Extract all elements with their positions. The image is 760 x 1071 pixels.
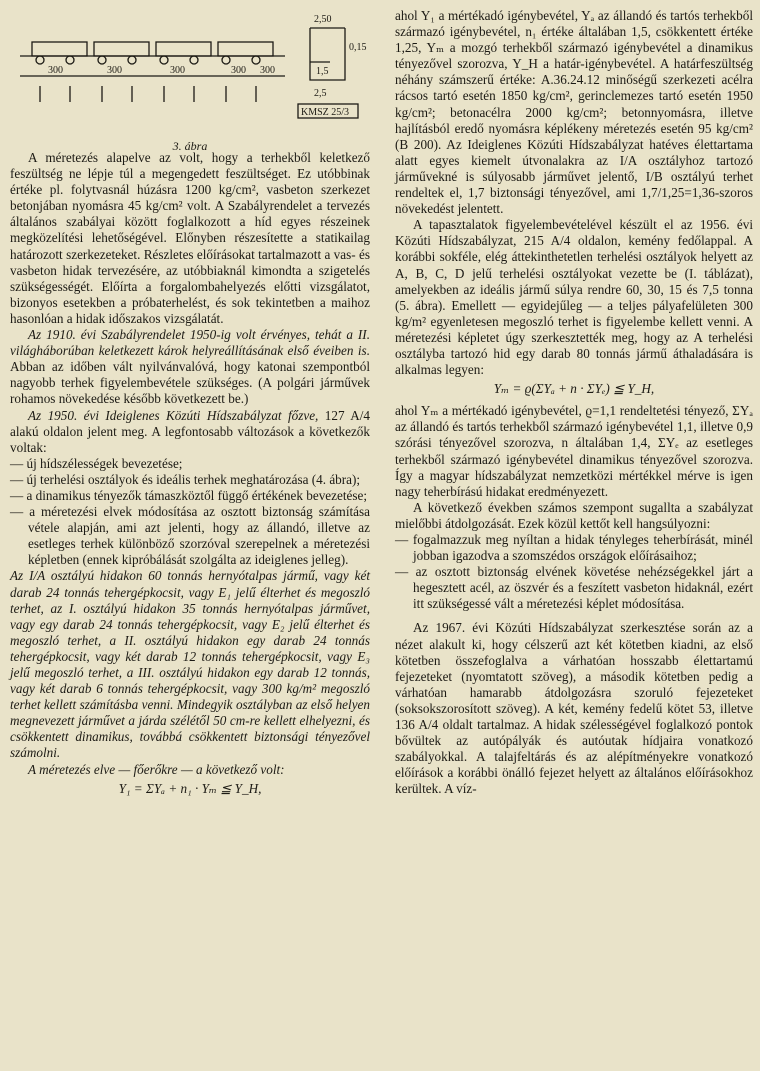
span-label: 300 — [48, 65, 63, 76]
list-item: — fogalmazzuk meg nyíltan a hidak tényleges teherbírását, minél jobban igazodva a szomszédos országok előírásaihoz; — [395, 532, 753, 564]
dim-top: 2,50 — [314, 14, 332, 25]
formula: Y₁ = ΣYₐ + n₁ · Yₘ ≦ Y_H, — [118, 780, 262, 796]
paragraph: A méretezés alapelve az volt, hogy a terhekből keletkező feszültség ne lépje túl a megengedett feszültséget. Ez utóbbinak értéke pl. folytvasnál húzásra 1200 kg/cm², vasbeton szerkezet betonjában nyomásra 45 kg/cm² volt. A Szabályrendelet a tervezés általános szabályai között foglalkozott a híd egyes részeinek megközelítési lehetőségével. Előnyben részesítette a statikailag határozott szerkezeteket. Részletes előírásokat tartalmazott a vas- és vasbeton hidak tervezésére, az utóbbiaknál kimondta a szigetelés szükségességét. Előírta a forgalombahelyezés előtti vizsgálatot, bizonyos esetekben a próbaterhelést, és sok tekintetben a maihoz hasonlóan a hidak időszakos vizsgálatát. — [10, 150, 370, 326]
paragraph: Az 1967. évi Közúti Hídszabályzat szerkesztése során az a nézet alakult ki, hogy célszerű azt két kötetben kiadni, az első kötetben összefoglalva a várhatóan hosszabb élettartamú fejezeteket (nyomtatott szöveg), a második kötetben pedig a várhatóan hamarabb átdolgozásra szoruló fejezeteket (soksokszorosított szöveg). A két, kemény fedelű kötet 53, illetve 136 A/4 oldalt tartalmaz. A hidak szélességével foglalkozó pontok bővültek az autópályák és autóutak hídjaira vonatkozó szabályokkal. A talajfeltárás és az alépítményekre vonatkozó előírások a korábbi önálló fejezet helyett az általános előírásokhoz kerültek. A víz- — [395, 620, 753, 797]
dim-bottom: 2,5 — [314, 88, 327, 99]
span-label: 300 — [231, 65, 246, 76]
list-item: — az osztott biztonság elvének követése nehézségekkel járt a hegesztett acél, az öszvér és a feszített vasbeton hidaknál, ezért itt szükségessé vált a méretezési képlet módosítása. — [395, 564, 753, 612]
figure-3 — [10, 0, 370, 154]
load-diagram — [10, 0, 370, 130]
span-label: 300 — [170, 65, 185, 76]
paragraph: A következő években számos szempont sugallta a szabályzat mielőbbi átdolgozását. Ezek közül kettőt kell hangsúlyozni: — [395, 499, 753, 531]
change-list — [10, 456, 370, 569]
emphasis-list — [395, 532, 753, 612]
span-label: 300 — [260, 65, 275, 76]
figure-caption: 3. ábra — [172, 139, 208, 154]
span-label: 300 — [107, 65, 122, 76]
paragraph: Az 1950. évi Ideiglenes Közúti Hídszabályzat főzve, 127 A/4 alakú oldalon jelent meg. A legfontosabb változások a következők voltak: — [10, 407, 370, 455]
list-item: — új terhelési osztályok és ideális terhek meghatározása (4. ábra); — [10, 471, 361, 487]
list-item: — új hídszélességek bevezetése; — [10, 455, 183, 471]
paragraph: A tapasztalatok figyelembevételével készült el az 1956. évi Közúti Hídszabályzat, 215 A/4 oldalon, kemény fedőlappal. A korábbi sokféle, elég áttekinthetetlen terhelési osztályok helyett az A, B, C, D jelű terhelési osztályokat vezette be (I. táblázat), amelyekben az ideális jármű súlya rendre 60, 30, 15 és 7,5 tonna (5. ábra). Emellett — egyidejűleg — a teljes pályafelületen 300 kg/m² egyenletesen megoszló terhet is figyelembe kellett venni. A méretezési képletet úgy szerkesztették meg, hogy az A terhelési osztályba tartozó hid egy darab 80 tonnás jármű áthaladására is alkalmas legyen: — [395, 217, 753, 378]
formula: Yₘ = ϱ(ΣYₐ + n · ΣYₑ) ≦ Y_H, — [493, 381, 655, 397]
dim-mid: 1,5 — [316, 66, 329, 77]
paragraph: Az 1910. évi Szabályrendelet 1950-ig volt érvényes, tehát a II. világháborúban keletkezett károk helyreállításának első éveiben is. Abban az időben vált nyilvánvalóvá, hogy katonai szempontból nagyobb terhek figyelembevétele szükséges. (A polgári járművek rohamos növekedése később következett be.) — [10, 327, 370, 407]
list-item: — a méretezési elvek módosítása az osztott biztonság számítása vétele alapján, ami azt jelenti, hogy az állandó, illetve az esetleges terhek különböző szorzóval szerepelnek a méretezési képletben (ennek kipróbálását szolgálta az ideiglenes jelleg). — [10, 504, 370, 568]
paragraph: ahol Yₘ a mértékadó igénybevétel, ϱ=1,1 rendeltetési tényező, ΣYₐ az állandó és tartós terhekből származó igénybevétel 1,1, illetve 0,9 szórási tényezővel szorozva, n általában 1,4, ΣYₑ az esetleges terhekből származó igénybevétel dinamikus tényezővel szorozva. Így a magyar hídszabályzat nemzetközi mértékkel mérve is igen nagy teherbírású hidakat eredményezett. — [395, 403, 753, 499]
paragraph: A méretezés elve — főerőkre — a következő volt: — [28, 761, 285, 777]
left-column — [10, 0, 370, 803]
figure-stamp: KMSZ 25/3 — [301, 107, 350, 118]
dim-right: 0,15 — [349, 42, 367, 53]
paragraph: Az I/A osztályú hidakon 60 tonnás hernyótalpas jármű, vagy két darab 24 tonnás tehergépkocsit, vagy E₁ jelű élterhet és megoszló terhet, az I. osztályú hidakon 35 tonnás hernyótalpas járművet, vagy egy darab 24 tonnás tehergépkocsit, vagy E₂ jelű élterhet és megoszló terhet, a II. osztályú hidakon egy darab 24 tonnás tehergépkocsit, vagy két darab 12 tonnás tehergépkocsit, vagy E₃ jelű megoszló terhet, a III. osztályú hidakon egy darab 12 tonnás, vagy két darab 6 tonnás tehergépkocsit, vagy 300 kg/m² megoszló terhet kellett számításba venni. Mindegyik osztályban az első helyen megnevezett járművet a járda szélétől 50 cm-re kellett elhelyezni, és csökkentett dinamikus, továbbá csökkentett biztonsági tényezővel számolni. — [10, 568, 370, 761]
list-item: — a dinamikus tényezők támaszköztől függő értékének bevezetése; — [10, 487, 368, 503]
right-column — [395, 8, 753, 798]
paragraph: ahol Y₁ a mértékadó igénybevétel, Yₐ az állandó és tartós terhekből származó igénybevétel, n₁ értéke általában 1,5, csökkentett értéke 1,25, Yₘ a mozgó terhekből származó igénybevétel a dinamikus tényezővel szorozva, Y_H a határ-igénybevétel. A határfeszültség néhány számszerű értéke: A.36.24.12 minőségű szerkezeti acélra rácsos tartó esetén 1850 kg/cm², gerinclemezes tartó esetén 1950 kg/cm²; betonacélra 2000 kg/cm²; betonnyomásra, illetve hajlításból eredő nyomásra képlékeny méretezés esetén 95 kg/cm² (B 200). Az Ideiglenes Közúti Hídszabályzat hatéves élettartama alatt egyes kiemelt útvonalakra az I/A osztályhoz tartozó járművekné is súlyosabb járművet jelentő, I/B osztályú terhet rendeltek el, 1,7 biztonsági tényezővel, ami 1,7/1,25=1,36-szoros növekedést jelentett. — [395, 8, 753, 217]
